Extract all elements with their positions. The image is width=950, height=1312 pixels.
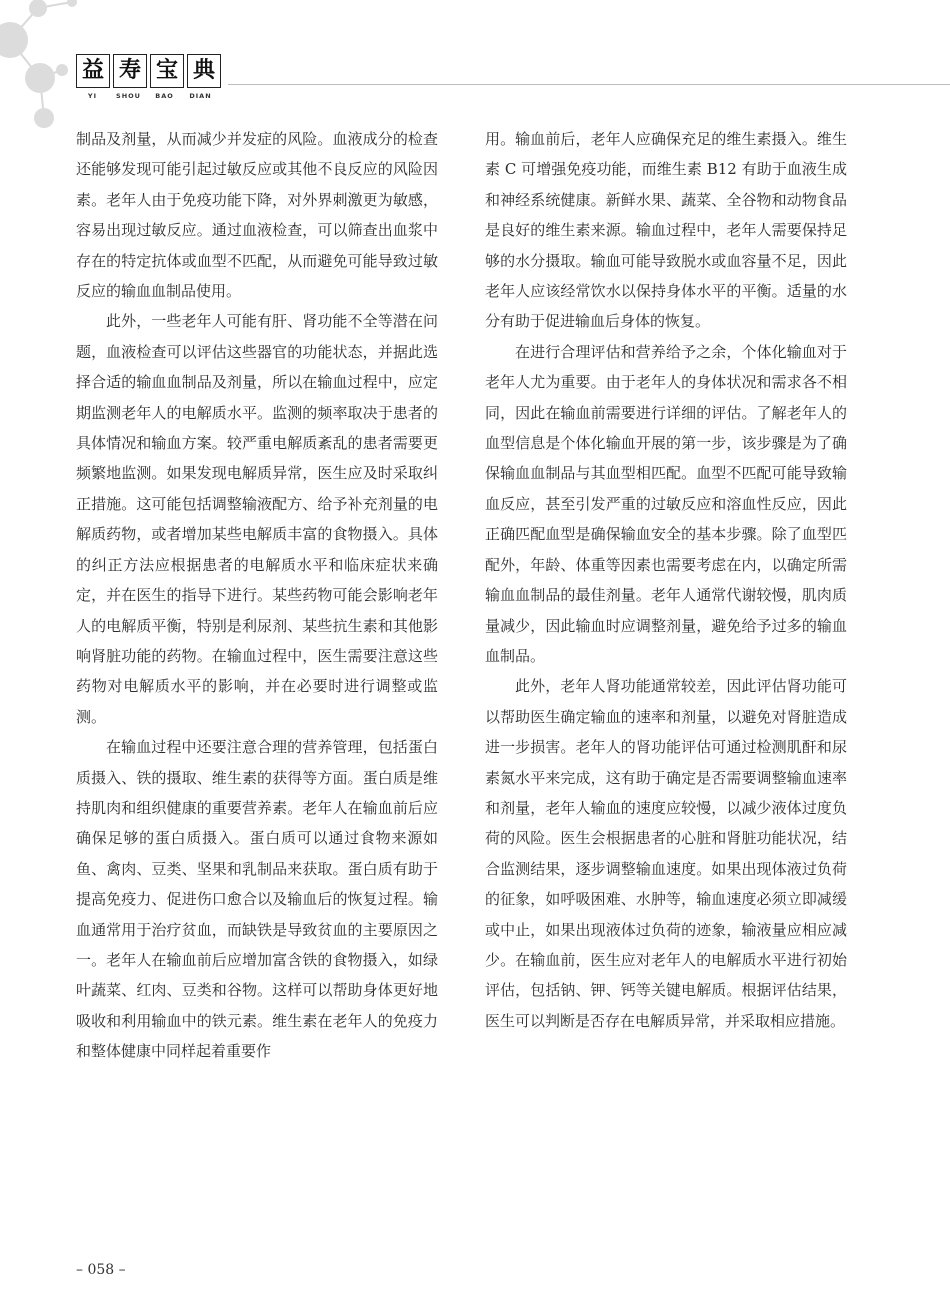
right-column bbox=[485, 124, 847, 1036]
paragraph: 此外，一些老年人可能有肝、肾功能不全等潜在问题，血液检查可以评估这些器官的功能状态，并据此选择合适的输血血制品及剂量，所以在输血过程中，应定期监测老年人的电解质水平。监测的频率取决于患者的具体情况和输血方案。较严重电解质紊乱的患者需要更频繁地监测。如果发现电解质异常，医生应及时采取纠正措施。这可能包括调整输液配方、给予补充剂量的电解质药物，或者增加某些电解质丰富的食物摄入。具体的纠正方法应根据患者的电解质水平和临床症状来确定，并在医生的指导下进行。某些药物可能会影响老年人的电解质平衡，特别是利尿剂、某些抗生素和其他影响肾脏功能的药物。在输血过程中，医生需要注意这些药物对电解质水平的影响，并在必要时进行调整或监测。 bbox=[76, 312, 438, 726]
logo-pinyin: BAO bbox=[155, 92, 174, 100]
paragraph: 在进行合理评估和营养给予之余，个体化输血对于老年人尤为重要。由于老年人的身体状况和需求各不相同，因此在输血前需要进行详细的评估。了解老年人的血型信息是个体化输血开展的第一步，该步骤是为了确保输血血制品与其血型相匹配。血型不匹配可能导致输血反应，甚至引发严重的过敏反应和溶血性反应，因此正确匹配血型是确保输血安全的基本步骤。除了血型匹配外，年龄、体重等因素也需要考虑在内，以确定所需输血血制品的最佳剂量。老年人通常代谢较慢，肌肉质量减少，因此输血时应调整剂量，避免给予过多的输血血制品。 bbox=[485, 342, 847, 665]
left-column bbox=[76, 124, 438, 1067]
paragraph: 用。输血前后，老年人应确保充足的维生素摄入。维生素 C 可增强免疫功能，而维生素 B12 有助于血液生成和神经系统健康。新鲜水果、蔬菜、全谷物和动物食品是良好的维生素来源。输血过程中，老年人需要保持足够的水分摄取。输血可能导致脱水或血容量不足，因此老年人应该经常饮水以保持身体水平的平衡。适量的水分有助于促进输血后身体的恢复。 bbox=[485, 130, 847, 331]
paragraph: 在输血过程中还要注意合理的营养管理，包括蛋白质摄入、铁的摄取、维生素的获得等方面。蛋白质是维持肌肉和组织健康的重要营养素。老年人在输血前后应确保足够的蛋白质摄入。蛋白质可以通过食物来源如鱼、禽肉、豆类、坚果和乳制品来获取。蛋白质有助于提高免疫力、促进伤口愈合以及输血后的恢复过程。输血通常用于治疗贫血，而缺铁是导致贫血的主要原因之一。老年人在输血前后应增加富含铁的食物摄入，如绿叶蔬菜、红肉、豆类和谷物。这样可以帮助身体更好地吸收和利用输血中的铁元素。维生素在老年人的免疫力和整体健康中同样起着重要作 bbox=[76, 738, 438, 1061]
logo-char: 寿 bbox=[113, 54, 147, 88]
logo-char: 宝 bbox=[150, 54, 184, 88]
magazine-logo bbox=[76, 54, 221, 100]
logo-pinyin: SHOU bbox=[116, 92, 141, 100]
logo-pinyin: DIAN bbox=[189, 92, 212, 100]
header-rule bbox=[228, 84, 950, 85]
page-number: – 058 – bbox=[76, 1262, 126, 1278]
logo-char: 益 bbox=[76, 54, 110, 88]
paragraph: 制品及剂量，从而减少并发症的风险。血液成分的检查还能够发现可能引起过敏反应或其他不良反应的风险因素。老年人由于免疫功能下降，对外界刺激更为敏感，容易出现过敏反应。通过血液检查，可以筛查出血浆中存在的特定抗体或血型不匹配，从而避免可能导致过敏反应的输血血制品使用。 bbox=[76, 130, 438, 301]
logo-pinyin: YI bbox=[87, 92, 98, 100]
logo-char: 典 bbox=[187, 54, 221, 88]
paragraph: 此外，老年人肾功能通常较差，因此评估肾功能可以帮助医生确定输血的速率和剂量，以避免对肾脏造成进一步损害。老年人的肾功能评估可通过检测肌酐和尿素氮水平来完成，这有助于确定是否需要调整输血速率和剂量，老年人输血的速度应较慢，以减少液体过度负荷的风险。医生会根据患者的心脏和肾脏功能状况，结合监测结果，逐步调整输血速度。如果出现体液过负荷的征象，如呼吸困难、水肿等，输血速度必须立即减缓或中止，如果出现液体过负荷的迹象，输液量应相应减少。在输血前，医生应对老年人的电解质水平进行初始评估，包括钠、钾、钙等关键电解质。根据评估结果，医生可以判断是否存在电解质异常，并采取相应措施。 bbox=[485, 677, 847, 1030]
